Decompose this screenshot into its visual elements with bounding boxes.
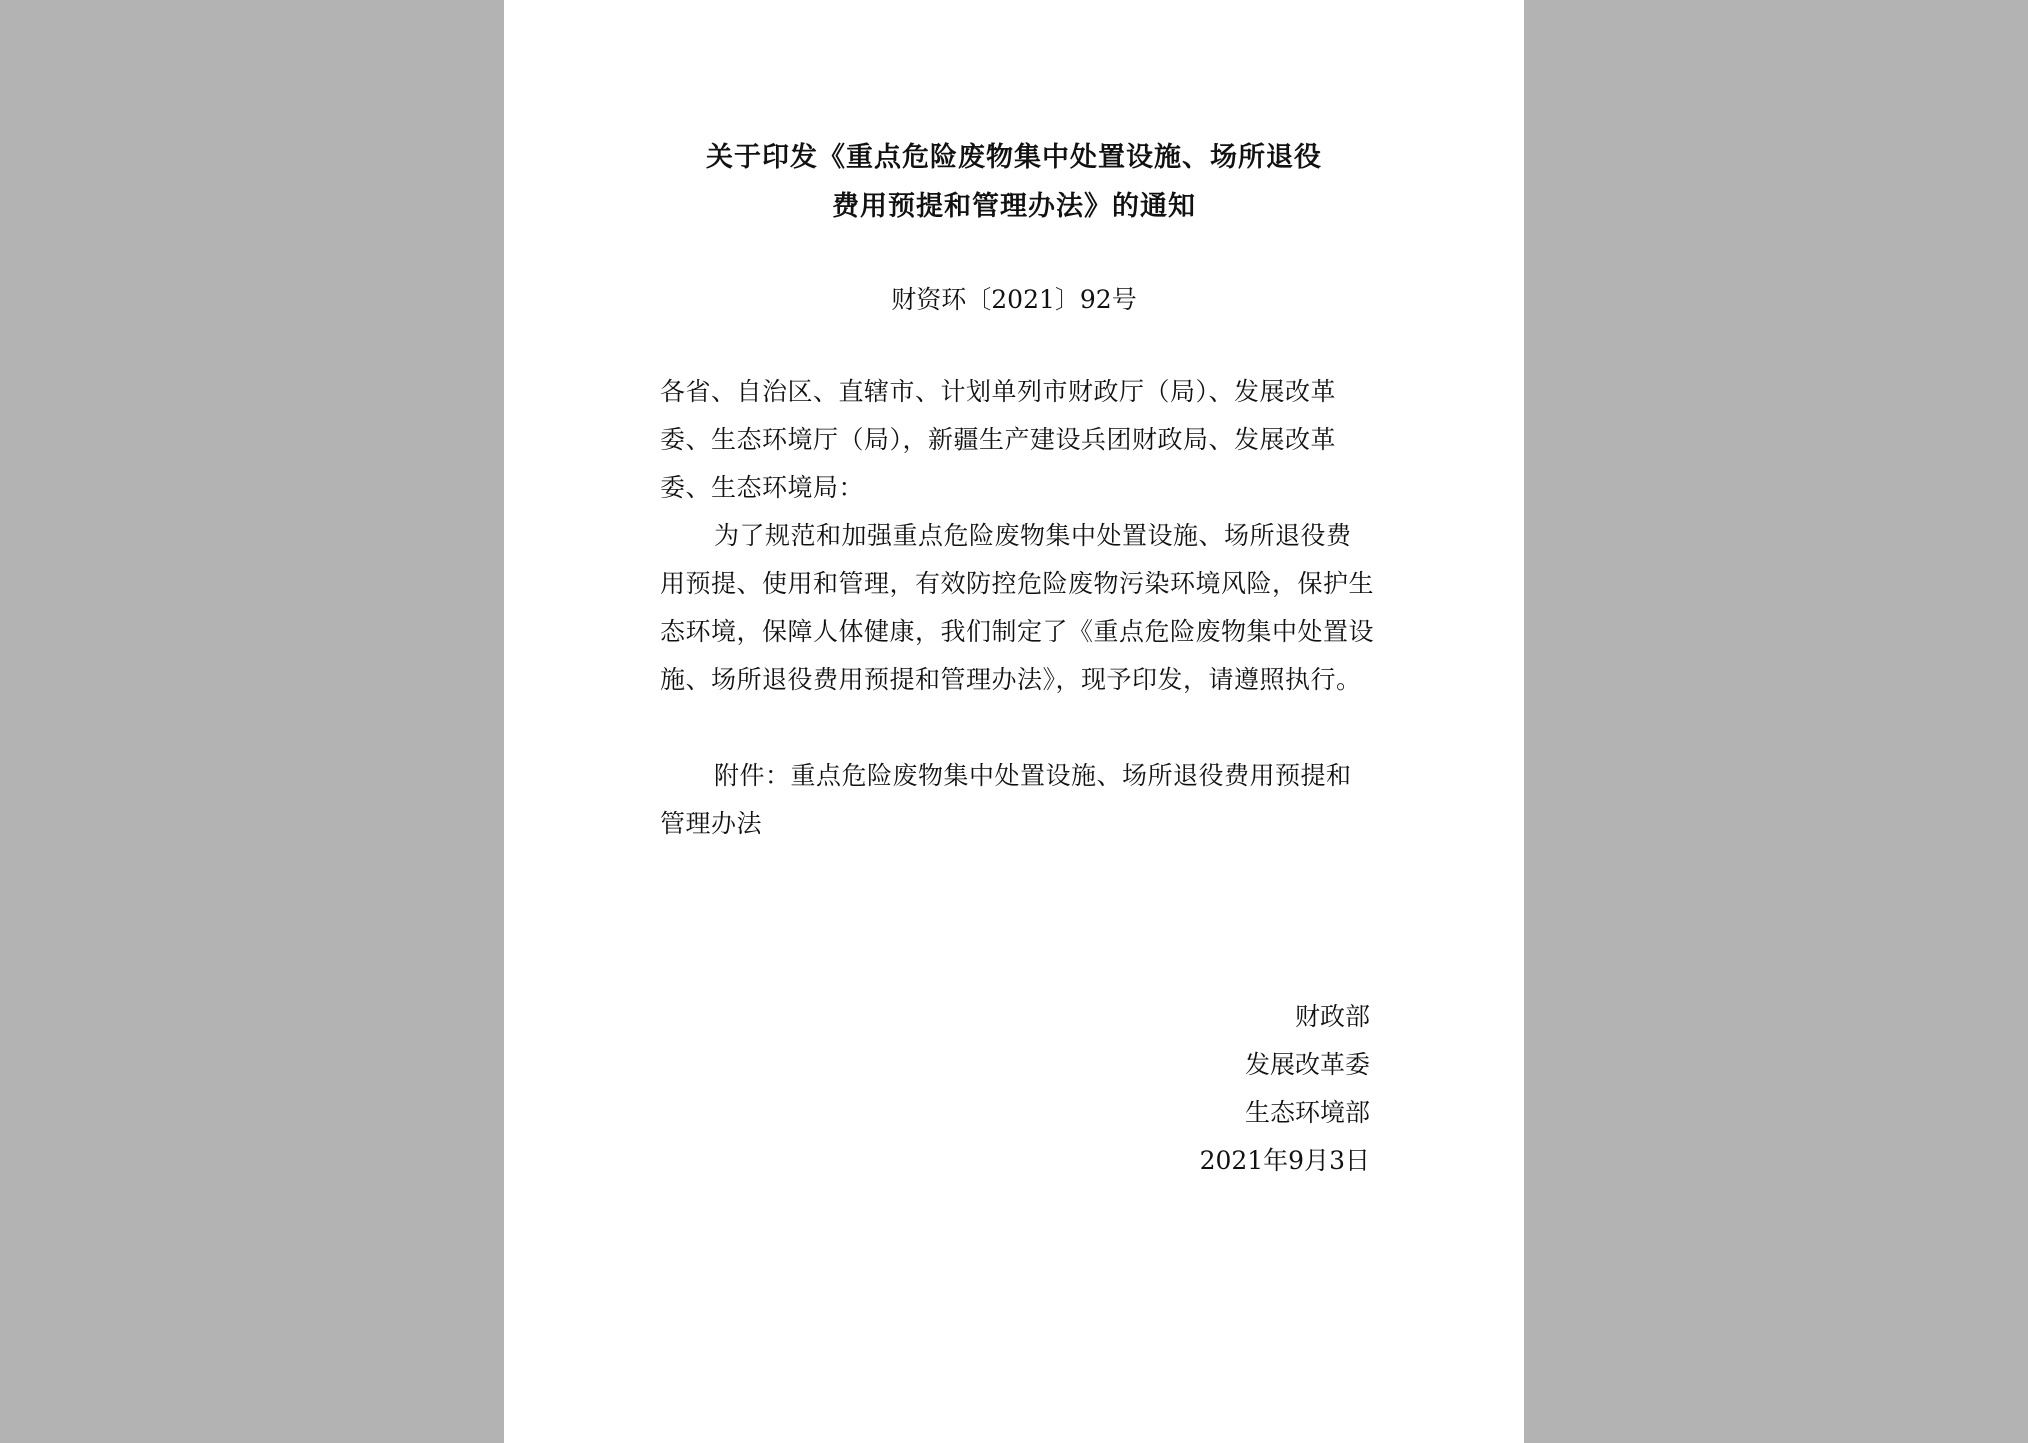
signatory-ndrc: 发展改革委 — [1244, 1050, 1370, 1079]
document-title-line1: 关于印发《重点危险废物集中处置设施、场所退役 — [706, 142, 1322, 173]
document-number: 财资环〔2021〕92号 — [891, 285, 1137, 314]
document-page — [504, 0, 1524, 1443]
document-title-line2: 费用预提和管理办法》的通知 — [832, 191, 1196, 222]
addressee-paragraph: 各省、自治区、直辖市、计划单列市财政厅（局）、发展改革委、生态环境厅（局），新疆生产建设兵团财政局、发展改革委、生态环境局： — [660, 377, 1337, 502]
main-paragraph: 为了规范和加强重点危险废物集中处置设施、场所退役费用预提、使用和管理，有效防控危险废物污染环境风险，保护生态环境，保障人体健康，我们制定了《重点危险废物集中处置设施、场所退役费用预提和管理办法》，现予印发，请遵照执行。 — [660, 521, 1375, 694]
signatory-ministry-of-ecology: 生态环境部 — [1244, 1098, 1370, 1127]
attachment-paragraph: 附件：重点危险废物集中处置设施、场所退役费用预提和管理办法 — [660, 761, 1352, 838]
signatory-ministry-of-finance: 财政部 — [1294, 1002, 1370, 1031]
signing-date: 2021年9月3日 — [1199, 1146, 1370, 1175]
